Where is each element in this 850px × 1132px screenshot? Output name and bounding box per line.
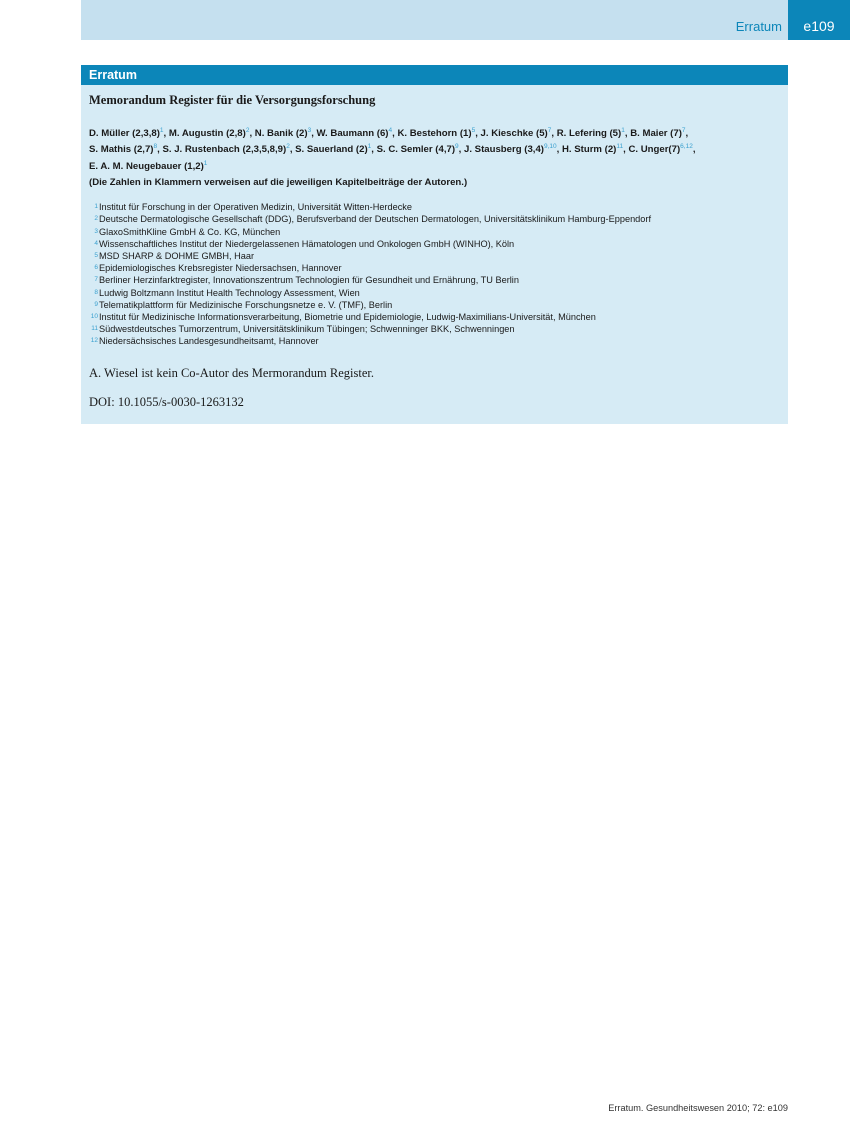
author-affiliation-ref: 1 <box>367 143 372 151</box>
author-name: W. Baumann (6) <box>316 128 389 139</box>
affiliation-number: 12 <box>90 337 98 345</box>
affiliation-item <box>89 311 780 323</box>
footer-citation: Erratum. Gesundheitswesen 2010; 72: e109 <box>608 1103 788 1113</box>
author-line <box>89 126 780 142</box>
author-list <box>89 126 780 191</box>
author-affiliation-ref: 11 <box>616 143 624 151</box>
affiliation-text: Telematikplattform für Medizinische Forschungsnetze e. V. (TMF), Berlin <box>99 299 393 310</box>
author-affiliation-ref: 6,12 <box>680 143 693 151</box>
author-affiliation-ref: 1 <box>203 159 208 167</box>
author-affiliation-ref: 4 <box>388 126 393 134</box>
erratum-box <box>81 65 788 424</box>
doi: DOI: 10.1055/s-0030-1263132 <box>89 394 244 409</box>
affiliation-text: Institut für Medizinische Informationsverarbeitung, Biometrie und Epidemiologie, Ludwig-Maximilians-Universität, München <box>99 312 596 323</box>
affiliation-text: Deutsche Dermatologische Gesellschaft (DDG), Berufsverband der Deutschen Dermatologen, Universitätsklinikum Hamburg-Eppendorf <box>99 214 652 225</box>
author-affiliation-ref: 3 <box>307 126 312 134</box>
author-line <box>89 159 780 175</box>
author-name: D. Müller (2,3,8) <box>89 128 160 139</box>
author-separator: , <box>249 128 255 139</box>
author-name: N. Banik (2) <box>254 128 308 139</box>
author-separator: , <box>551 128 557 139</box>
author-note: A. Wiesel ist kein Co-Autor des Mermorandum Register. <box>89 365 374 380</box>
author-affiliation-ref: 2 <box>286 143 290 151</box>
affiliation-item <box>89 262 780 274</box>
affiliation-text: GlaxoSmithKline GmbH & Co. KG, München <box>99 226 281 237</box>
affiliation-number: 11 <box>91 325 98 333</box>
author-name: S. Sauerland (2) <box>295 144 368 156</box>
affiliation-text: Wissenschaftliches Institut der Niedergelassenen Hämatologen und Onkologen GmbH (WINHO), Köln <box>99 238 515 249</box>
author-separator: , <box>371 144 377 156</box>
page-number: e109 <box>788 0 850 40</box>
affiliation-item <box>89 335 780 347</box>
affiliation-number: 10 <box>90 313 98 321</box>
author-separator: , <box>392 128 398 139</box>
author-name: E. A. M. Neugebauer (1,2) <box>89 160 204 172</box>
author-separator: , <box>685 128 689 139</box>
affiliation-list <box>89 201 780 347</box>
author-separator: , <box>556 144 562 156</box>
affiliation-number: 3 <box>94 227 98 235</box>
affiliation-item <box>89 287 780 299</box>
affiliation-number: 6 <box>94 264 98 272</box>
author-separator: , <box>623 144 629 156</box>
author-separator: , <box>311 128 317 139</box>
author-name: S. Mathis (2,7) <box>89 144 154 156</box>
affiliation-item <box>89 274 780 286</box>
author-name: H. Sturm (2) <box>561 144 617 156</box>
author-separator: , <box>163 128 169 139</box>
affiliation-text: Berliner Herzinfarktregister, Innovationszentrum Technologien für Gesundheit und Ernährung, TU Berlin <box>99 275 519 286</box>
author-name: R. Lefering (5) <box>556 128 622 139</box>
author-name: S. C. Semler (4,7) <box>376 144 456 156</box>
affiliation-number: 2 <box>94 215 98 223</box>
box-heading: Erratum <box>81 65 788 85</box>
affiliation-number: 5 <box>94 252 98 259</box>
header-bar <box>81 0 788 40</box>
author-line <box>89 142 780 158</box>
affiliation-number: 7 <box>94 276 98 284</box>
author-name: B. Maier (7) <box>630 128 682 139</box>
affiliation-number: 1 <box>94 203 98 211</box>
affiliation-item <box>89 250 780 262</box>
author-name: M. Augustin (2,8) <box>168 128 246 139</box>
author-affiliation-ref: 8 <box>153 143 158 151</box>
affiliation-text: MSD SHARP & DOHME GMBH, Haar <box>99 251 255 261</box>
author-name: J. Kieschke (5) <box>480 128 548 139</box>
author-separator: , <box>624 128 631 139</box>
affiliation-text: Institut für Forschung in der Operativen Medizin, Universität Witten-Herdecke <box>99 202 413 213</box>
author-name: J. Stausberg (3,4) <box>464 144 544 156</box>
affiliation-number: 9 <box>94 300 98 308</box>
affiliation-item <box>89 213 780 225</box>
author-name: K. Bestehorn (1) <box>397 128 472 139</box>
affiliation-number: 8 <box>94 288 98 296</box>
author-affiliation-ref: 7 <box>681 126 686 134</box>
affiliation-item <box>89 201 780 213</box>
author-name: S. J. Rustenbach (2,3,5,8,9) <box>162 144 287 156</box>
author-affiliation-ref: 2 <box>245 126 250 134</box>
section-label: Erratum <box>735 19 782 34</box>
author-affiliation-ref: 7 <box>547 126 552 134</box>
author-name: C. Unger(7) <box>628 144 681 156</box>
authors-note: (Die Zahlen in Klammern verweisen auf die jeweiligen Kapitelbeiträge der Autoren.) <box>89 176 468 188</box>
author-separator: , <box>157 144 163 156</box>
author-affiliation-ref: 1 <box>621 126 625 134</box>
author-affiliation-ref: 5 <box>471 126 476 134</box>
author-separator: , <box>475 128 481 139</box>
affiliation-number: 4 <box>94 239 98 247</box>
affiliation-item <box>89 238 780 250</box>
affiliation-item <box>89 323 780 335</box>
affiliation-item <box>89 299 780 311</box>
affiliation-text: Epidemiologisches Krebsregister Niedersachsen, Hannover <box>99 263 342 274</box>
author-affiliation-ref: 9 <box>455 143 459 151</box>
author-affiliation-ref: 9,10 <box>543 143 557 151</box>
affiliation-item <box>89 226 780 238</box>
affiliation-text: Südwestdeutsches Tumorzentrum, Universitätsklinikum Tübingen; Schwenninger BKK, Schwenningen <box>99 324 515 335</box>
author-separator: , <box>458 144 464 156</box>
author-affiliation-ref: 1 <box>159 126 164 134</box>
affiliation-text: Niedersächsisches Landesgesundheitsamt, Hannover <box>99 336 319 347</box>
author-separator: , <box>692 144 696 156</box>
article-title: Memorandum Register für die Versorgungsforschung <box>89 93 376 107</box>
author-separator: , <box>289 144 296 156</box>
box-body <box>81 85 788 410</box>
author-lines <box>89 126 780 175</box>
affiliation-text: Ludwig Boltzmann Institut Health Technology Assessment, Wien <box>99 287 360 298</box>
